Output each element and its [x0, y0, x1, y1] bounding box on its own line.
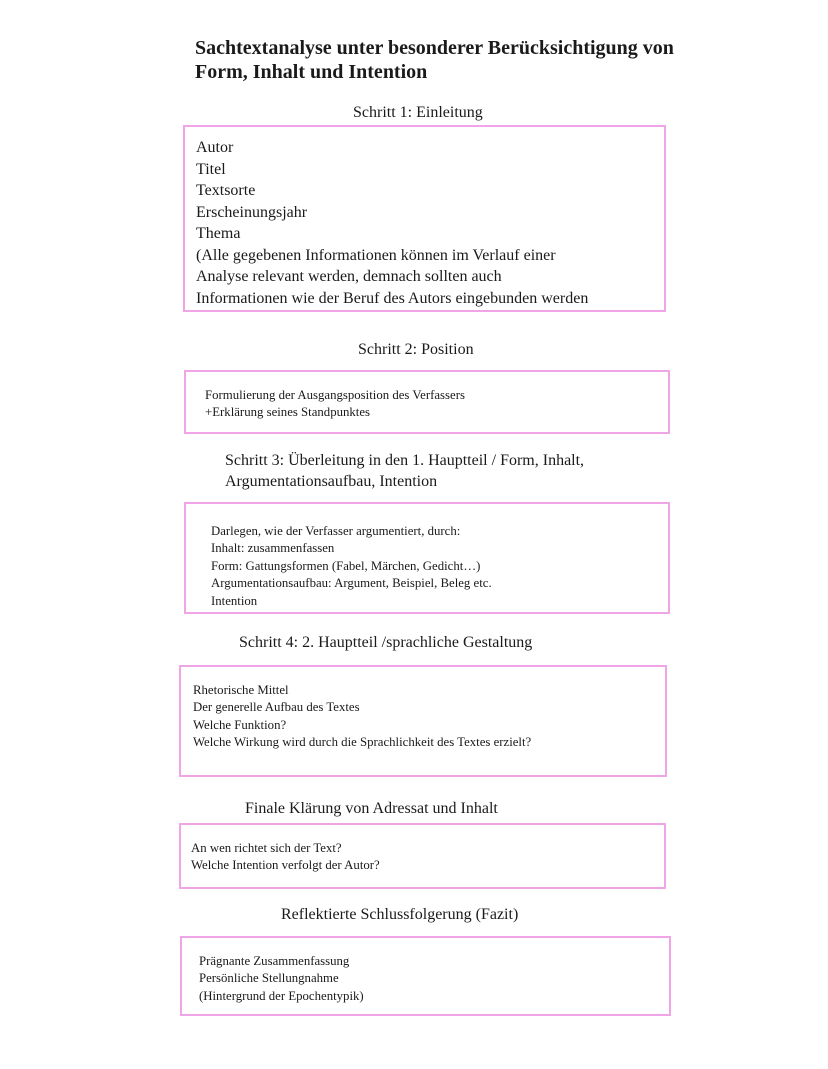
section-1-list [196, 137, 664, 309]
section-2-box [184, 370, 670, 434]
page-title [195, 36, 795, 84]
list-item: Persönliche Stellungnahme [199, 971, 339, 986]
section-3-list [211, 523, 668, 610]
section-5-box [179, 823, 666, 889]
list-item: An wen richtet sich der Text? [191, 841, 342, 855]
list-item: Welche Wirkung wird durch die Sprachlichkeit des Textes erzielt? [193, 735, 532, 750]
list-item: Argumentationsaufbau: Argument, Beispiel, Beleg etc. [211, 576, 492, 591]
section-6-heading: Reflektierte Schlussfolgerung (Fazit) [281, 906, 519, 923]
list-item: Formulierung der Ausgangsposition des Verfassers [205, 388, 465, 402]
list-item: Thema [196, 225, 241, 242]
list-item: Form: Gattungsformen (Fabel, Märchen, Gedicht…) [211, 558, 481, 573]
section-4-heading: Schritt 4: 2. Hauptteil /sprachliche Gestaltung [239, 634, 533, 651]
list-item: Intention [211, 593, 258, 608]
list-item: Titel [196, 160, 226, 178]
section-2-list [205, 387, 668, 422]
list-item: +Erklärung seines Standpunktes [205, 405, 371, 420]
list-item: Der generelle Aufbau des Textes [193, 700, 360, 715]
list-item: Welche Funktion? [193, 717, 287, 732]
section-3-heading-line-1: Schritt 3: Überleitung in den 1. Hauptteil / Form, Inhalt, [225, 452, 585, 469]
section-3-box [184, 502, 670, 614]
section-6-list [199, 953, 669, 1005]
list-item: Prägnante Zusammenfassung [199, 954, 350, 968]
section-6-box [180, 936, 671, 1016]
list-item: Textsorte [196, 182, 256, 199]
section-5-list [191, 840, 664, 875]
list-item: (Hintergrund der Epochentypik) [199, 988, 364, 1003]
section-3-heading [225, 450, 584, 492]
list-item: Inhalt: zusammenfassen [211, 541, 335, 556]
section-5-heading: Finale Klärung von Adressat und Inhalt [245, 800, 498, 817]
list-item: Analyse relevant werden, demnach sollten auch [196, 268, 502, 285]
list-item: Erscheinungsjahr [196, 203, 308, 221]
list-item: Welche Intention verfolgt der Autor? [191, 858, 380, 873]
section-4-list [193, 682, 665, 752]
section-4-box [179, 665, 667, 777]
list-item: Autor [196, 139, 234, 156]
list-item: Rhetorische Mittel [193, 683, 289, 697]
page-title-line-2: Form, Inhalt und Intention [195, 61, 428, 83]
section-3-heading-line-2: Argumentationsaufbau, Intention [225, 473, 438, 490]
section-2-heading: Schritt 2: Position [358, 341, 474, 358]
list-item: Darlegen, wie der Verfasser argumentiert, durch: [211, 524, 461, 538]
list-item: Informationen wie der Beruf des Autors eingebunden werden [196, 289, 589, 307]
list-item: (Alle gegebenen Informationen können im Verlauf einer [196, 246, 556, 264]
section-1-box [183, 125, 666, 312]
page-title-line-1: Sachtextanalyse unter besonderer Berücksichtigung von [195, 37, 674, 59]
section-1-heading: Schritt 1: Einleitung [353, 104, 483, 121]
